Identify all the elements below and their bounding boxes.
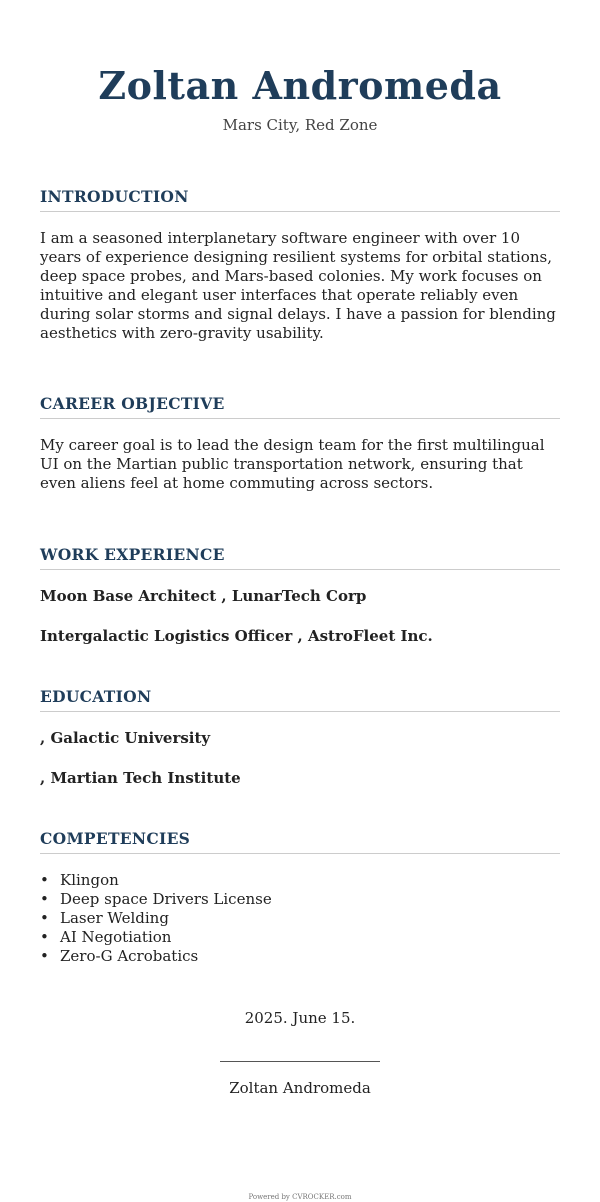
bullet-icon: • bbox=[40, 928, 49, 946]
competencies-heading: COMPETENCIES bbox=[40, 829, 560, 854]
competency-label: Laser Welding bbox=[60, 909, 169, 927]
competency-label: AI Negotiation bbox=[60, 928, 172, 946]
competency-label: Klingon bbox=[60, 871, 119, 889]
bullet-icon: • bbox=[40, 871, 49, 889]
work-experience-section bbox=[40, 545, 560, 646]
signature-line bbox=[220, 1061, 380, 1062]
signature-date: 2025. June 15. bbox=[244, 1009, 356, 1027]
bullet-icon: • bbox=[40, 890, 49, 908]
career-objective-section bbox=[40, 394, 560, 493]
competencies-list bbox=[40, 871, 560, 966]
competency-label: Zero-G Acrobatics bbox=[60, 947, 199, 965]
signature-name: Zoltan Andromeda bbox=[229, 1079, 371, 1097]
introduction-heading: INTRODUCTION bbox=[40, 187, 560, 212]
career-objective-heading: CAREER OBJECTIVE bbox=[40, 394, 560, 419]
competencies-section bbox=[40, 829, 560, 966]
competency-label: Deep space Drivers License bbox=[60, 890, 272, 908]
footer-credit: Powered by CVROCKER.com bbox=[248, 1193, 352, 1201]
list-item bbox=[40, 909, 560, 928]
list-item bbox=[40, 890, 560, 909]
bullet-icon: • bbox=[40, 947, 49, 965]
bullet-icon: • bbox=[40, 909, 49, 927]
list-item bbox=[40, 947, 560, 966]
work-entry: Moon Base Architect , LunarTech Corp bbox=[40, 587, 367, 605]
list-item bbox=[40, 928, 560, 947]
education-heading: EDUCATION bbox=[40, 687, 560, 712]
education-entry: , Galactic University bbox=[40, 729, 211, 747]
list-item bbox=[40, 871, 560, 890]
work-entry: Intergalactic Logistics Officer , AstroFleet Inc. bbox=[40, 627, 433, 645]
education-section bbox=[40, 687, 560, 788]
introduction-text: I am a seasoned interplanetary software engineer with over 10 years of experience designing resilient systems for orbital stations, deep space probes, and Mars-based colonies. My work focuses on intuitive and elegant user interfaces that operate reliably even during solar storms and signal delays. I have a passion for blending aesthetics with zero-gravity usability. bbox=[40, 229, 556, 342]
introduction-section bbox=[40, 187, 560, 343]
education-entry: , Martian Tech Institute bbox=[40, 769, 241, 787]
candidate-name: Zoltan Andromeda bbox=[98, 63, 502, 108]
work-experience-heading: WORK EXPERIENCE bbox=[40, 545, 560, 570]
candidate-location: Mars City, Red Zone bbox=[222, 116, 378, 134]
career-objective-text: My career goal is to lead the design team for the first multilingual UI on the Martian public transportation network, ensuring that even aliens feel at home commuting across sectors. bbox=[40, 436, 545, 492]
